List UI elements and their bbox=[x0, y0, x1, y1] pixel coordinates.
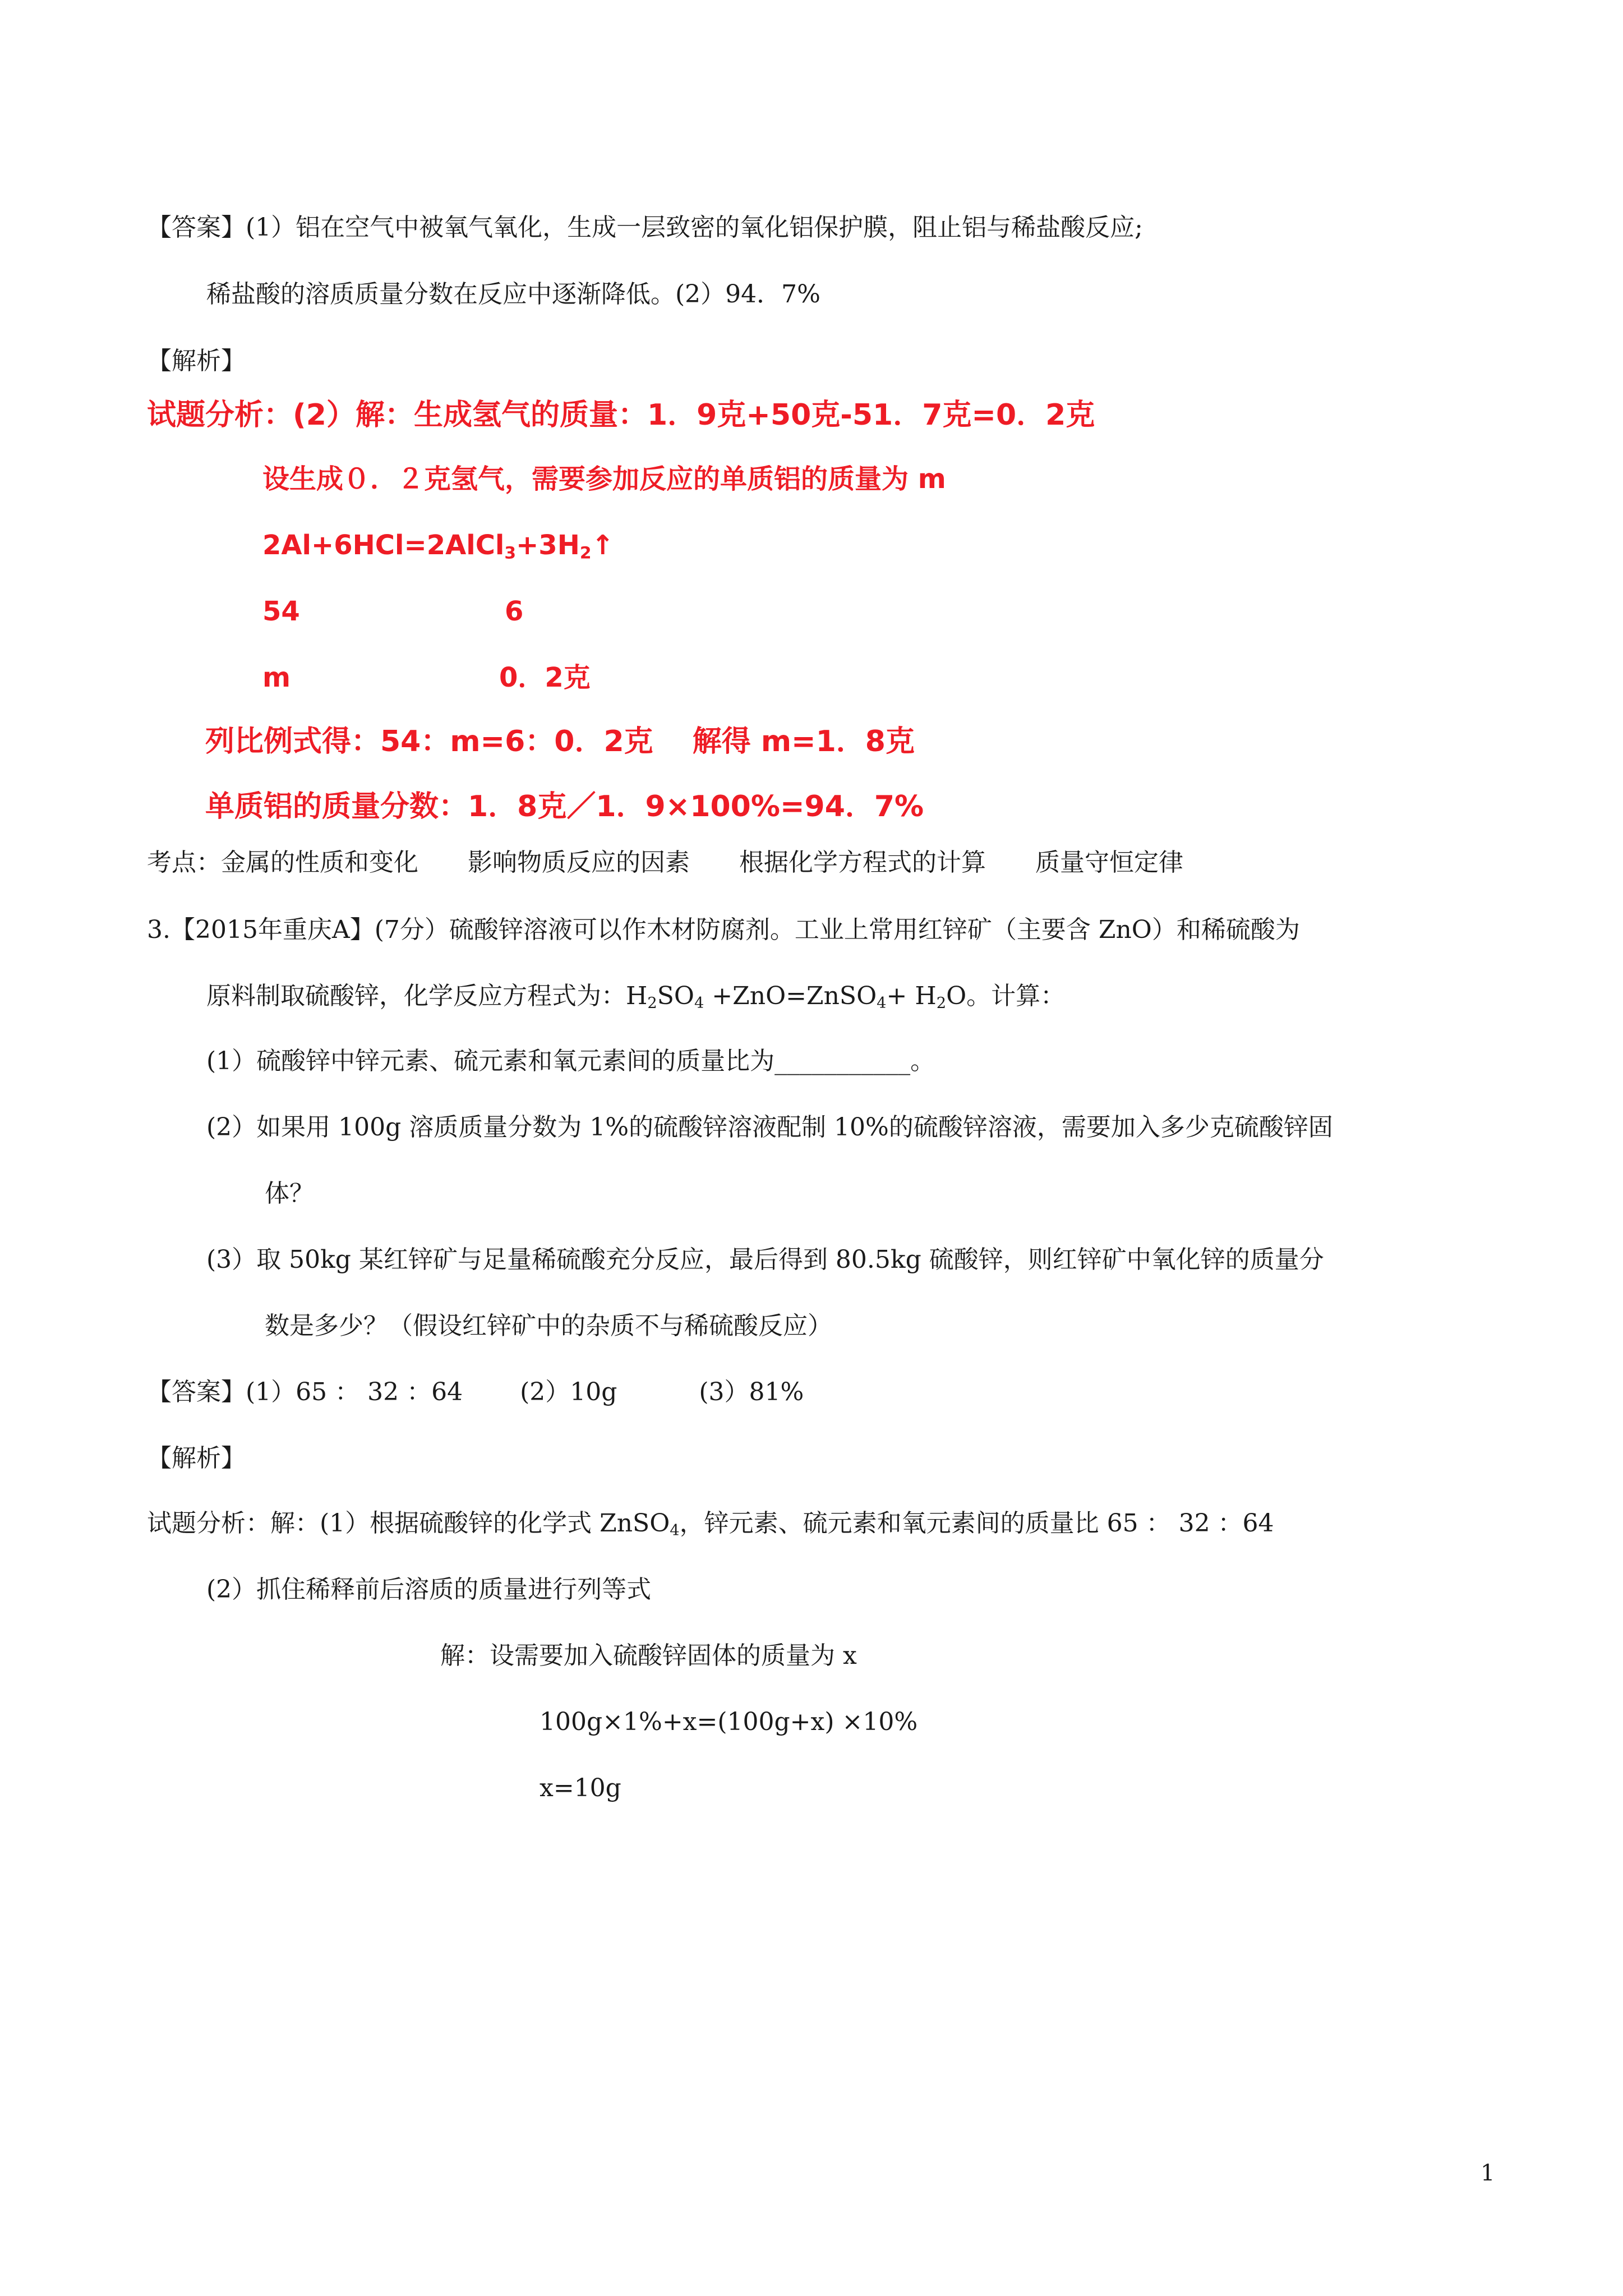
equation-subscript: 2 bbox=[579, 543, 592, 563]
analysis-line-2: (2）抓住稀释前后溶质的质量进行列等式 bbox=[206, 1575, 652, 1604]
red-value-6: 6 bbox=[505, 596, 524, 627]
red-analysis-line-2: 设生成０．２克氢气，需要参加反应的单质铝的质量为 m bbox=[262, 463, 946, 495]
sub-question-3-line-1: (3）取 50kg 某红锌矿与足量稀硫酸充分反应，最后得到 80.5kg 硫酸锌，则红锌矿中氧化锌的质量分 bbox=[206, 1245, 1324, 1274]
red-ratio-line: 列比例式得：54：m=6：0．2克 解得 m=1．8克 bbox=[205, 725, 915, 758]
sub-question-1: (1）硫酸锌中锌元素、硫元素和氧元素间的质量比为___________。 bbox=[206, 1047, 935, 1075]
red-analysis-line-1: 试题分析：(2）解：生成氢气的质量：1．9克+50克-51．7克=0．2克 bbox=[147, 398, 1095, 432]
subscript: 2 bbox=[936, 994, 947, 1012]
analysis-line-1 bbox=[147, 1509, 1274, 1539]
subscript: 4 bbox=[694, 994, 704, 1012]
subscript: 4 bbox=[877, 994, 887, 1012]
red-chemical-equation bbox=[262, 530, 614, 563]
sub-question-2-line-1: (2）如果用 100g 溶质质量分数为 1%的硫酸锌溶液配制 10%的硫酸锌溶液，需要加入多少克硫酸锌固 bbox=[206, 1113, 1333, 1142]
question-3-line-2 bbox=[206, 982, 1066, 1012]
text-part: 试题分析：解：(1）根据硫酸锌的化学式 ZnSO bbox=[147, 1509, 670, 1538]
analysis-label-2: 【解析】 bbox=[147, 1444, 246, 1473]
question-3-line-1: 3.【2015年重庆A】(7分）硫酸锌溶液可以作木材防腐剂。工业上常用红锌矿（主要含 ZnO）和稀硫酸为 bbox=[147, 915, 1300, 944]
red-value-0-2g: 0．2克 bbox=[499, 662, 591, 693]
red-value-54: 54 bbox=[262, 596, 300, 627]
subscript: 2 bbox=[647, 994, 657, 1012]
sub-question-3-line-2: 数是多少？（假设红锌矿中的杂质不与稀硫酸反应） bbox=[265, 1312, 832, 1340]
equation-part: 2Al+6HCl=2AlCl bbox=[262, 530, 505, 561]
solution-line-3: x=10g bbox=[540, 1774, 621, 1802]
key-points: 考点：金属的性质和变化 影响物质反应的因素 根据化学方程式的计算 质量守恒定律 bbox=[147, 848, 1183, 877]
analysis-label: 【解析】 bbox=[147, 347, 246, 375]
text-part: +ZnO=ZnSO bbox=[704, 982, 877, 1010]
answer-line-2: 稀盐酸的溶质质量分数在反应中逐渐降低。(2）94．7% bbox=[206, 280, 820, 309]
page-number: 1 bbox=[1481, 2160, 1495, 2186]
equation-subscript: 3 bbox=[504, 543, 517, 563]
text-part: O。计算： bbox=[946, 982, 1066, 1010]
text-part: 原料制取硫酸锌，化学反应方程式为：H bbox=[206, 982, 648, 1010]
sub-question-2-line-2: 体？ bbox=[265, 1179, 314, 1208]
solution-line-1: 解：设需要加入硫酸锌固体的质量为 x bbox=[440, 1641, 857, 1670]
text-part: SO bbox=[657, 982, 694, 1010]
subscript: 4 bbox=[670, 1521, 680, 1539]
solution-line-2: 100g×1%+x=(100g+x) ×10% bbox=[540, 1708, 918, 1736]
answer-line: 【答案】(1）65 ： 32 ：64 (2）10g (3）81% bbox=[147, 1378, 804, 1406]
text-part: + H bbox=[886, 982, 937, 1010]
red-fraction-line: 单质铝的质量分数：1．8克／1．9×100%=94．7% bbox=[205, 790, 924, 823]
equation-part: +3H bbox=[516, 530, 580, 561]
text-part: ，锌元素、硫元素和氧元素间的质量比 65 ： 32 ：64 bbox=[679, 1509, 1274, 1538]
answer-line-1: 【答案】(1）铝在空气中被氧气氧化，生成一层致密的氧化铝保护膜，阻止铝与稀盐酸反应; bbox=[147, 213, 1143, 242]
gas-arrow: ↑ bbox=[591, 530, 614, 561]
red-value-m: m bbox=[262, 662, 291, 693]
